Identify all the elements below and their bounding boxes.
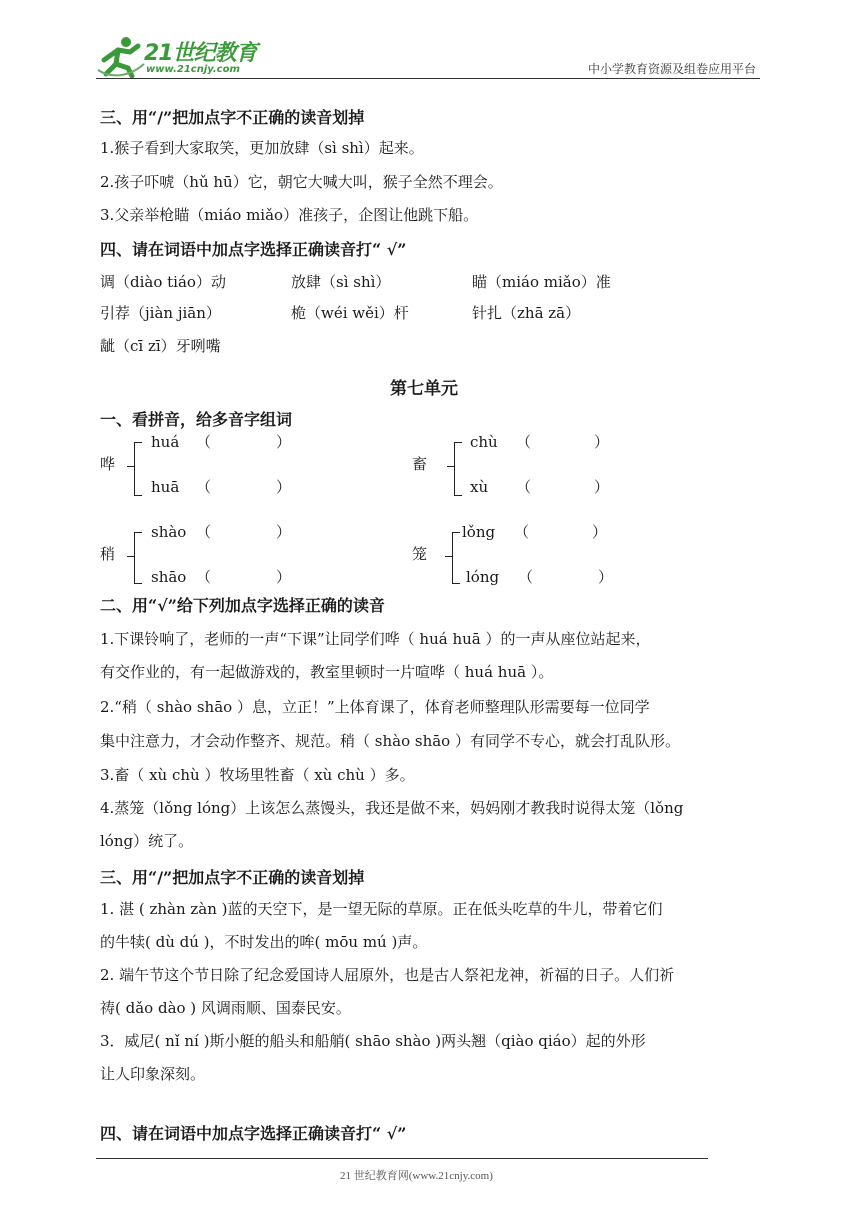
pinyin: huá [151,433,180,451]
paren-close: ） [276,433,292,451]
text-line: 2. 端午节这个节日除了纪念爱国诗人屈原外，也是古人祭祀龙神，祈福的日子。人们祈 [100,966,675,984]
section-a-s3-title: 三、用“/”把加点字不正确的读音划掉 [100,108,365,127]
pinyin: xù [470,478,489,496]
footer-text: 21 世纪教育网(www.21cnjy.com) [340,1170,493,1182]
brace-icon [134,442,142,496]
text-line: 3.畜（ xù chù ）牧场里牲畜（ xù chù ）多。 [100,766,415,784]
text-line: 让人印象深刻。 [100,1065,206,1083]
text-line: 3．威尼( nǐ ní )斯小艇的船头和船艄( shāo shào )两头翘（qiào qiáo）起的外形 [100,1032,646,1050]
header-right-text: 中小学教育资源及组卷应用平台 [587,62,756,76]
logo-main-text: 21世纪教育 [144,41,257,66]
text-line: 祷( dǎo dào ) 风调雨顺、国泰民安。 [100,999,351,1017]
section-b-s1-title: 一、看拼音，给多音字组词 [100,410,293,429]
paren-close: ） [276,568,292,586]
runner-icon [96,34,146,78]
text-line: 的牛犊( dù dú )，不时发出的哞( mōu mú )声。 [100,933,428,951]
section-b-s4-title: 四、请在词语中加点字选择正确读音打“ √” [100,1124,407,1143]
text-line: 集中注意力，才会动作整齐、规范。稍（ shào shāo ）有同学不专心，就会打乱队形。 [100,732,680,750]
brace-tick [447,466,454,467]
paren-open: （ [516,433,532,451]
text-line: 4.蒸笼（lǒng lóng）上该怎么蒸馒头，我还是做不来，妈妈刚才教我时说得太笼（lǒng [100,799,684,817]
text-line: lóng）统了。 [100,832,194,850]
paren-open: （ [196,433,212,451]
pinyin: lǒng [462,523,496,541]
paren-close: ） [594,433,610,451]
header-rule [96,78,760,79]
paren-open: （ [196,478,212,496]
pinyin: chù [470,433,498,451]
paren-open: （ [196,568,212,586]
paren-open: （ [518,568,534,586]
pinyin: lóng [466,568,500,586]
logo [96,34,266,78]
section-b-s3-title: 三、用“/”把加点字不正确的读音划掉 [100,868,365,887]
paren-close: ） [598,568,614,586]
paren-open: （ [196,523,212,541]
list-item: 3.父亲举枪瞄（miáo miǎo）准孩子，企图让他跳下船。 [100,206,479,224]
paren-open: （ [516,478,532,496]
pinyin: shào [151,523,187,541]
word-item: 针扎（zhā zā） [472,304,581,322]
word-item: 瞄（miáo miǎo）准 [472,273,611,291]
brace-icon [452,532,460,584]
polyphone-char: 哗 [100,455,116,473]
section-a-s4-title: 四、请在词语中加点字选择正确读音打“ √” [100,240,407,259]
polyphone-char: 笼 [412,545,428,563]
word-item: 桅（wéi wěi）杆 [291,304,409,322]
paren-close: ） [276,478,292,496]
section-b-s2-title: 二、用“√”给下列加点字选择正确的读音 [100,596,385,615]
brace-icon [134,532,142,584]
word-item: 引荐（jiàn jiān） [100,304,221,322]
word-item: 调（diào tiáo）动 [100,273,226,291]
brace-icon [454,442,462,496]
pinyin: huā [151,478,180,496]
text-line: 有交作业的，有一起做游戏的，教室里顿时一片喧哗（ huá huā ）。 [100,663,554,681]
text-line: 2.“稍（ shào shāo ）息，立正！”上体育课了，体育老师整理队形需要每一位同学 [100,698,650,716]
brace-tick [445,556,452,557]
paren-close: ） [594,478,610,496]
word-item: 龇（cī zī）牙咧嘴 [100,337,221,355]
list-item: 1.猴子看到大家取笑，更加放肆（sì shì）起来。 [100,139,424,157]
brace-tick [127,556,134,557]
text-line: 1.下课铃响了，老师的一声“下课”让同学们哗（ huá huā ）的一声从座位站起来， [100,630,651,648]
paren-close: ） [276,523,292,541]
text-line: 1. 湛 ( zhàn zàn )蓝的天空下，是一望无际的草原。正在低头吃草的牛儿，带着它们 [100,900,663,918]
list-item: 2.孩子吓唬（hǔ hū）它，朝它大喊大叫，猴子全然不理会。 [100,173,503,191]
unit-title: 第七单元 [390,379,458,399]
polyphone-char: 畜 [412,455,428,473]
polyphone-char: 稍 [100,545,116,563]
paren-close: ） [592,523,608,541]
word-item: 放肆（sì shì） [291,273,391,291]
pinyin: shāo [151,568,187,586]
logo-sub-text: www.21cnjy.com [146,64,240,75]
footer-rule [96,1158,708,1159]
paren-open: （ [514,523,530,541]
brace-tick [127,466,134,467]
